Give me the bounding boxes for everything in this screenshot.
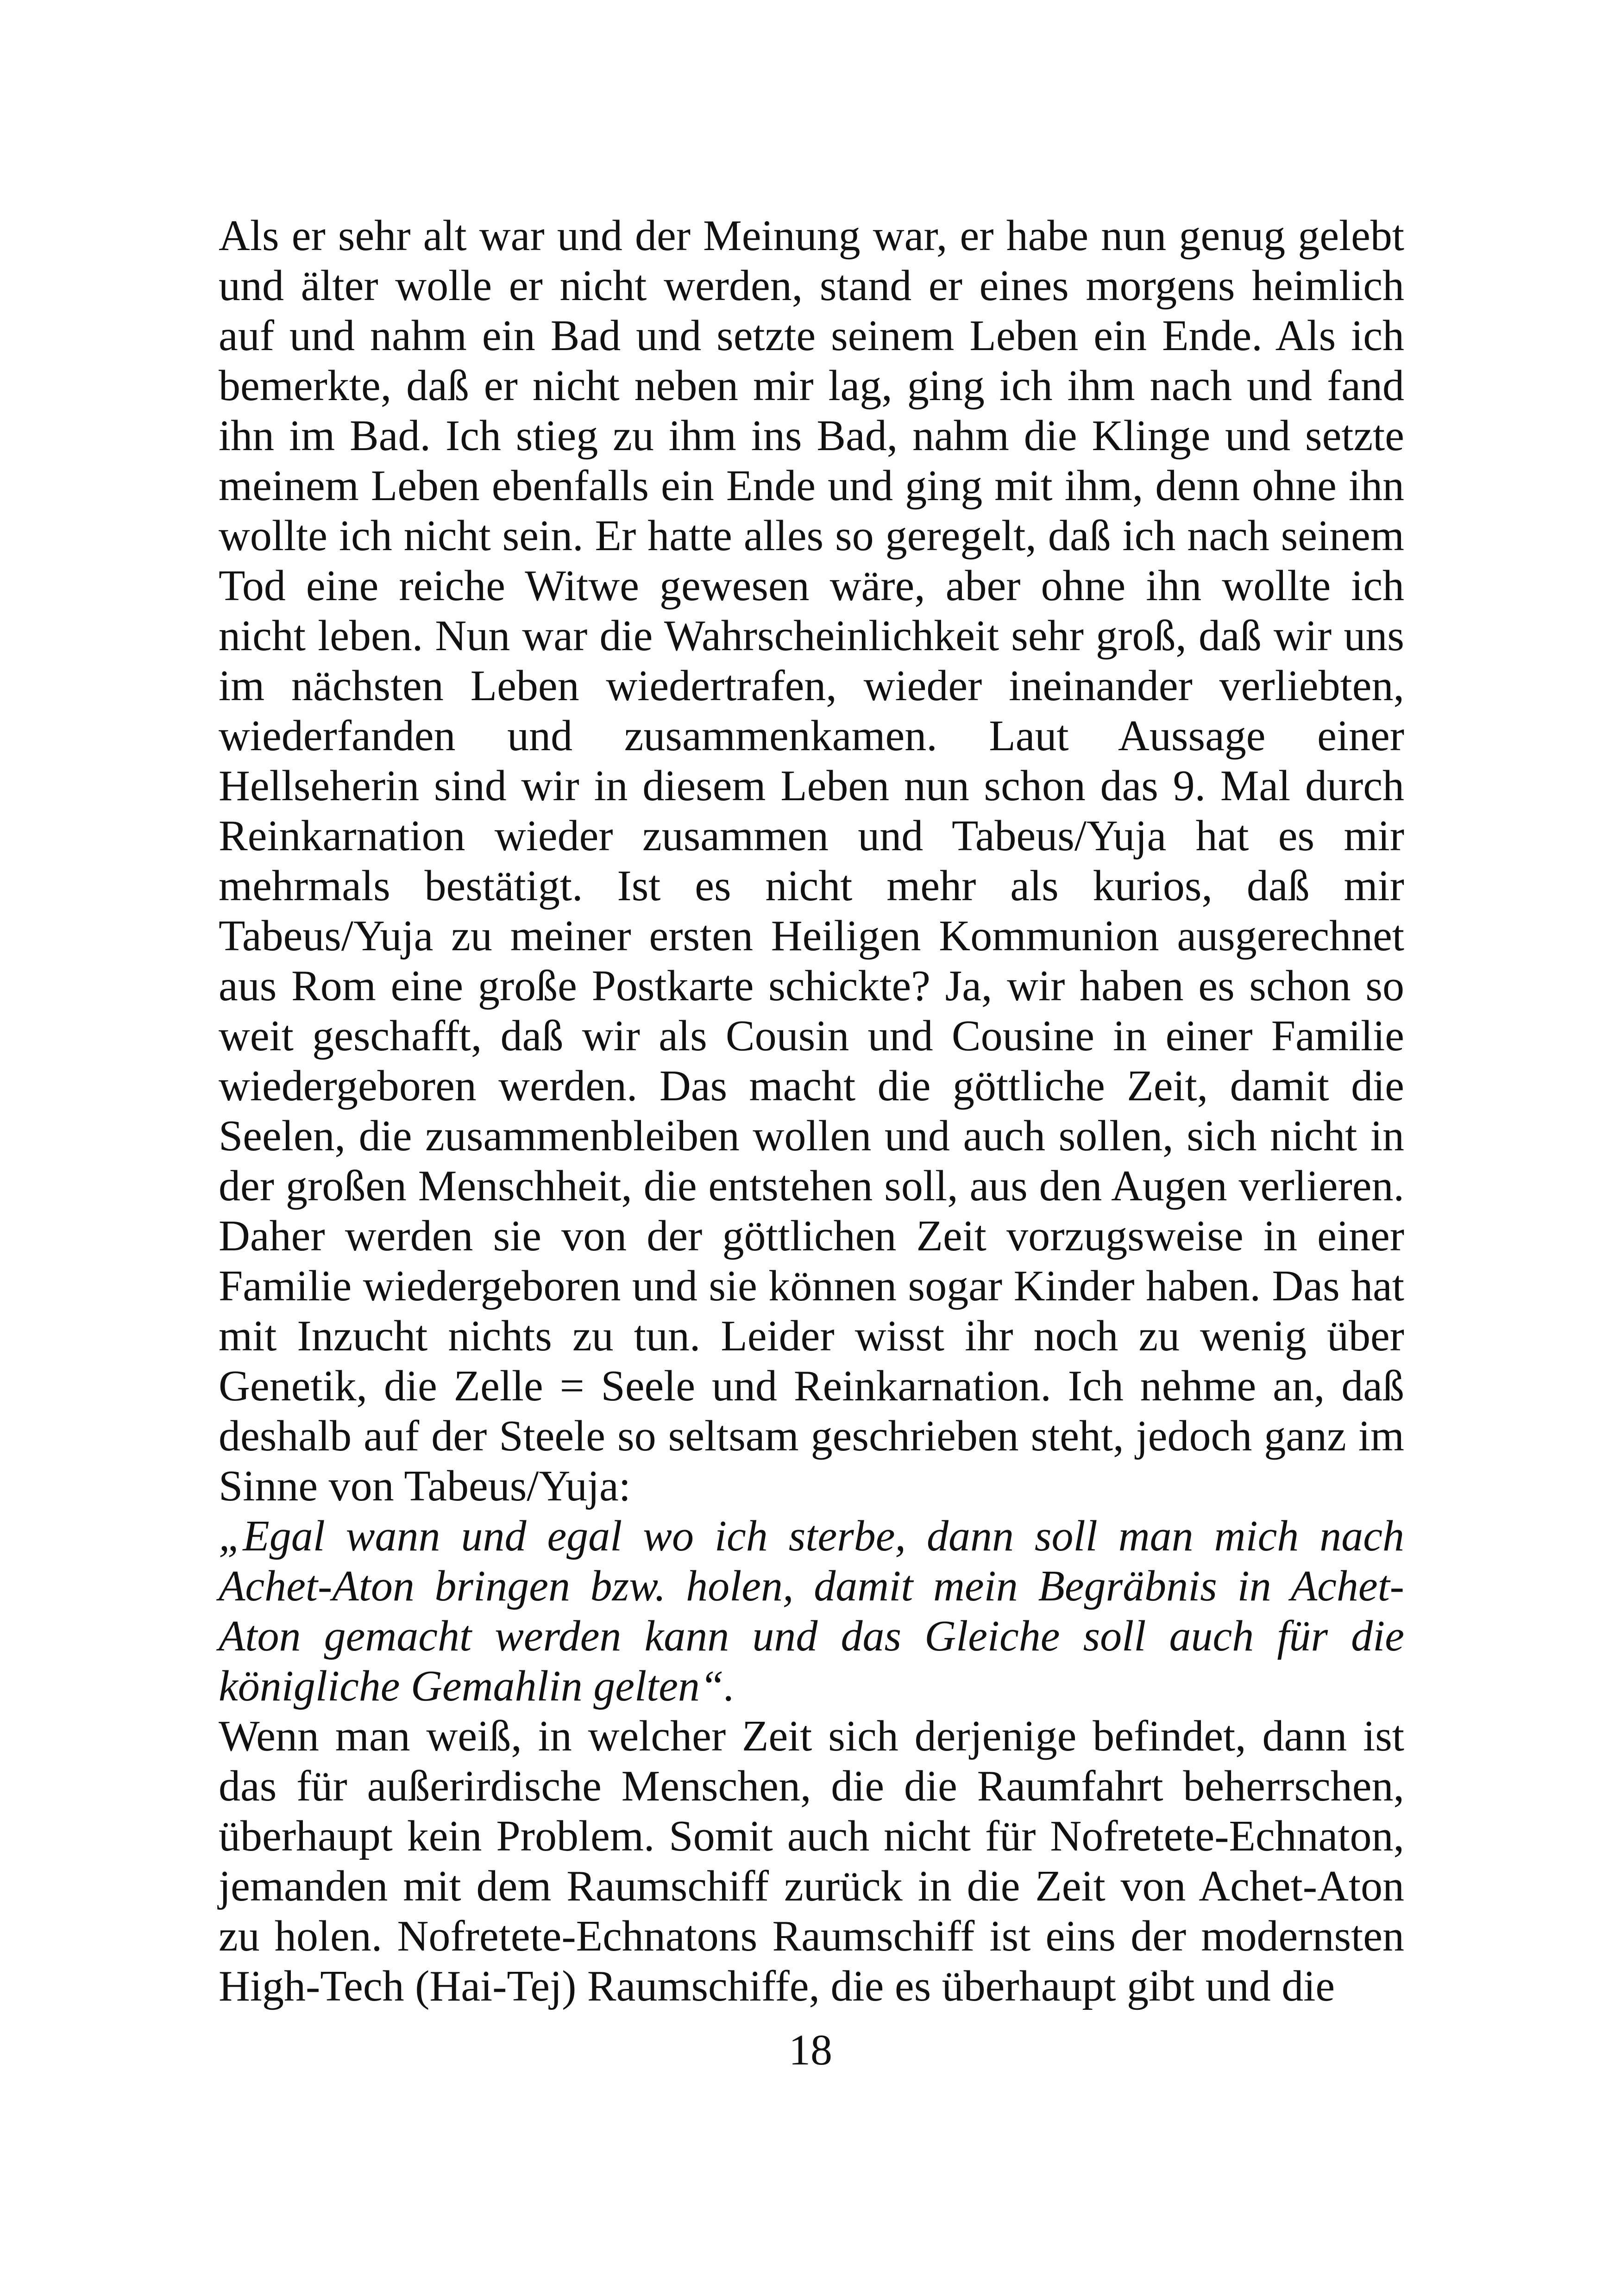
paragraph-main: Als er sehr alt war und der Meinung war, er habe nun genug gelebt und älter wolle er nicht werden, stand er eines morgens heimlich auf und nahm ein Bad und setzte seinem Leben ein Ende. Als ich bemerkte, daß er nicht neben mir lag, ging ich ihm nach und fand ihn im Bad. Ich stieg zu ihm ins Bad, nahm die Klinge und setzte meinem Leben ebenfalls ein Ende und ging mit ihm, denn ohne ihn wollte ich nicht sein. Er hatte alles so geregelt, daß ich nach seinem Tod eine reiche Witwe gewesen wäre, aber ohne ihn wollte ich nicht leben. Nun war die Wahrscheinlichkeit sehr groß, daß wir uns im nächsten Leben wiedertrafen, wieder ineinander verliebten, wiederfanden und zusammenkamen. Laut Aussage einer Hellseherin sind wir in diesem Leben nun schon das 9. Mal durch Reinkarnation wieder zusammen und Tabeus/Yuja hat es mir mehrmals bestätigt. Ist es nicht mehr als kurios, daß mir Tabeus/Yuja zu meiner ersten Heiligen Kommunion ausgerechnet aus Rom eine große Postkarte schickte? Ja, wir haben es schon so weit geschafft, daß wir als Cousin und Cousine in einer Familie wiedergeboren werden. Das macht die göttliche Zeit, damit die Seelen, die zusammenbleiben wollen und auch sollen, sich nicht in der großen Menschheit, die entstehen soll, aus den Augen verlieren. Daher werden sie von der göttlichen Zeit vorzugsweise in einer Familie wiedergeboren und sie können sogar Kinder haben. Das hat mit Inzucht nichts zu tun. Leider wisst ihr noch zu wenig über Genetik, die Zelle = Seele und Reinkarnation. Ich nehme an, daß deshalb auf der Steele so seltsam geschrieben steht, jedoch ganz im Sinne von Tabeus/Yuja:: [219, 212, 1404, 1510]
page-number: 18: [789, 2026, 832, 2074]
paragraph-continued: Wenn man weiß, in welcher Zeit sich derjenige befindet, dann ist das für außerirdische Menschen, die die Raumfahrt beherrschen, überhaupt kein Problem. Somit auch nicht für Nofretete-Echnaton, jemanden mit dem Raumschiff zurück in die Zeit von Achet-Aton zu holen. Nofretete-Echnatons Raumschiff ist eins der modernsten High-Tech (Hai-Tej) Raumschiffe, die es überhaupt gibt und die: [219, 1712, 1404, 2010]
inscription-quote: „Egal wann und egal wo ich sterbe, dann soll man mich nach Achet-Aton bringen bzw. holen, damit mein Begräbnis in Achet-Aton gemacht werden kann und das Gleiche soll auch für die königliche Gemahlin gelten“.: [219, 1512, 1404, 1710]
body-text: [219, 211, 1404, 2011]
